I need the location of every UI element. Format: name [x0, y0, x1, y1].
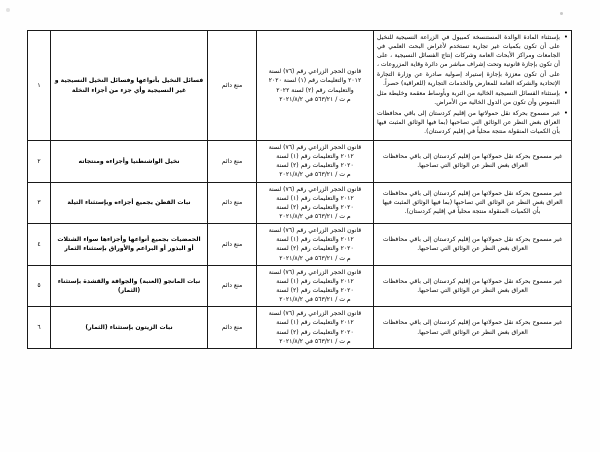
note-line: غير مسموح بحركة نقل حمولاتها من إقليم كردستان إلى باقي محافظات [382, 190, 563, 198]
row-notes-cell [374, 182, 572, 224]
table-row [28, 31, 572, 141]
note-line: العراق بغض النظر عن الوثائق التي تصاحبها (بما فيها الوثائق المثبت فيها [382, 199, 563, 207]
note-line: العراق بغض النظر عن الوثائق التي تصاحبها. [417, 328, 528, 336]
row-status-cell: منع دائم [208, 182, 257, 224]
law-line: ٢٠١٢ والتعليمات رقم (١) لسنة [276, 153, 354, 161]
law-line: ٢٠٢٠ والتعليمات رقم (٢) لسنة [276, 203, 354, 211]
row-name-cell: نخيل الواشنطنيا وأجزاءه ومنتجاته [51, 141, 208, 183]
note-line: غير مسموح بحركة نقل حمولاتها من إقليم كردستان إلى باقي محافظات [382, 319, 563, 327]
law-line: ٢٠١٢ والتعليمات رقم (١) لسنة ٢٠٢٠ [268, 77, 362, 85]
note-line: غير مسموح بحركة نقل حمولاتها من إقليم كردستان إلى باقي محافظات [382, 277, 563, 285]
row-law-cell [257, 31, 374, 141]
law-line: م ت / ٥٦٣/٢١ في ٢٠٢١/٨/٢ [279, 254, 351, 262]
row-name-cell: نبات القطن بجميع أجزاءه وبإستثناء التيلة [51, 182, 208, 224]
row-law-cell [257, 265, 374, 307]
law-line: قانون الحجر الزراعي رقم (٧٦) لسنة [268, 68, 362, 76]
table-row [28, 224, 572, 266]
table-body [28, 31, 572, 349]
note-line: العراق بغض النظر عن الوثائق التي تصاحبها. [417, 245, 528, 253]
row-law-cell [257, 182, 374, 224]
row-law-cell [257, 141, 374, 183]
row-notes-cell [374, 31, 572, 141]
law-line: م ت / ٥٦٣/٢١ في ٢٠٢١/٨/٢ [279, 296, 351, 304]
row-notes-cell [374, 141, 572, 183]
row-status-cell: منع دائم [208, 141, 257, 183]
law-line: ٢٠١٢ والتعليمات رقم (١) لسنة [276, 236, 354, 244]
row-number-cell: ٤ [28, 224, 51, 266]
row-law-cell [257, 224, 374, 266]
table-row [28, 307, 572, 349]
row-status-cell: منع دائم [208, 265, 257, 307]
table-row [28, 182, 572, 224]
law-line: قانون الحجر الزراعي رقم (٧٦) لسنة [268, 268, 362, 276]
note-line: بأن الكميات المنقولة منتجة محلياً في إقليم كردستان). [404, 208, 541, 216]
row-name-cell: نبات المانجو (العنبة) والجوافة والقشدة بإستثناء (الثمار) [51, 265, 208, 307]
row-number-cell: ١ [28, 31, 51, 141]
law-line: ٢٠٢٠ والتعليمات رقم (٢) لسنة [276, 162, 354, 170]
law-line: والتعليمات رقم (٢) لسنة ٢٠٢٢ [276, 86, 354, 94]
list-item: • بإستثناء المادة الوالدة المستنسخة كمبيول في الزراعة النسيجية للنخيل على أن تكون بكميات غير تجارية تستخدم لأغراض البحث العلمي في الجامعات ومراكز الأبحاث العامة وشركات إنتاج الفسائل النسيجية ، على أن تكون بإجازة قانونية وتحت إشراف مباشر من دائرة وقاية المزروعات ، على أن تكون معززة بإجازة إستيراد إصولية صادرة عن وزارة التجارة الإتحادية والشركة العامة للمعارض والخدمات التجارية (للعراقية) حصراً. [377, 33, 568, 88]
note-line: غير مسموح بحركة نقل حمولاتها من إقليم كردستان إلى باقي محافظات [382, 236, 563, 244]
law-line: ٢٠١٢ والتعليمات رقم (١) لسنة [276, 277, 354, 285]
row-name-cell: فسائل النخيل بأنواعها وفسائل النخيل النسيجية و غير النسيجية وأي جزء من أجزاء النخلة [51, 31, 208, 141]
list-item: • بإستثناء الفسائل النسيجية الخالية من التربة وبأوساط معقمة وخليطة مثل البتموس وأن تكون من الدول الخالية من الأمراض. [377, 89, 568, 107]
law-line: قانون الحجر الزراعي رقم (٧٦) لسنة [268, 227, 362, 235]
row-name-cell: الحمضيات بجميع أنواعها وأجزاءها سواء الشتلات أو البذور أو البراعم والأوراق بإستثناء الثمار [51, 224, 208, 266]
row-status-cell: منع دائم [208, 307, 257, 349]
note-line: العراق بغض النظر عن الوثائق التي تصاحبها. [417, 162, 528, 170]
law-line: ٢٠٢٠ والتعليمات رقم (٢) لسنة [276, 328, 354, 336]
law-line: م ت / ٥٦٣/٢١ في ٢٠٢١/٨/٢ [279, 337, 351, 345]
law-line: ٢٠٢٠ والتعليمات رقم (٢) لسنة [276, 245, 354, 253]
scan-artifact-icon [560, 12, 563, 15]
law-line: ٢٠١٢ والتعليمات رقم (١) لسنة [276, 194, 354, 202]
law-line: م ت / ٥٦٣/٢١ في ٢٠٢١/٨/٢ [279, 171, 351, 179]
law-line: قانون الحجر الزراعي رقم (٧٦) لسنة [268, 310, 362, 318]
note-line: غير مسموح بحركة نقل حمولاتها من إقليم كردستان إلى باقي محافظات [382, 153, 563, 161]
row-notes-cell [374, 265, 572, 307]
law-line: قانون الحجر الزراعي رقم (٧٦) لسنة [268, 185, 362, 193]
row-number-cell: ٥ [28, 265, 51, 307]
note-line: العراق بغض النظر عن الوثائق التي تصاحبها. [417, 287, 528, 295]
law-line: م ت / ٥٦٣/٢١ في ٢٠٢١/٨/٢ [279, 95, 351, 103]
law-line: م ت / ٥٦٣/٢١ في ٢٠٢١/٨/٢ [279, 213, 351, 221]
table-row [28, 265, 572, 307]
law-line: ٢٠١٢ والتعليمات رقم (١) لسنة [276, 319, 354, 327]
row-number-cell: ٦ [28, 307, 51, 349]
row-status-cell: منع دائم [208, 224, 257, 266]
table-row [28, 141, 572, 183]
prohibited-plants-table [27, 30, 572, 349]
list-item: • غير مسموح بحركة نقل حمولاتها من إقليم كردستان إلى باقي محافظات العراق بغض النظر عن الوثائق التي تصاحبها (بما فيها الوثائق المثبت فيها بأن الكميات المنقولة منتجة محلياً في إقليم كردستان). [377, 109, 568, 136]
row-status-cell: منع دائم [208, 31, 257, 141]
row-number-cell: ٢ [28, 141, 51, 183]
law-line: قانون الحجر الزراعي رقم (٧٦) لسنة [268, 144, 362, 152]
row-name-cell: نبات الزيتون بإستثناء (الثمار) [51, 307, 208, 349]
row-notes-cell [374, 307, 572, 349]
row-law-cell [257, 307, 374, 349]
law-line: ٢٠٢٠ والتعليمات رقم (٢) لسنة [276, 287, 354, 295]
scan-artifact-icon [6, 8, 10, 12]
row-notes-cell [374, 224, 572, 266]
notes-bullet-list [377, 33, 568, 137]
row-number-cell: ٣ [28, 182, 51, 224]
